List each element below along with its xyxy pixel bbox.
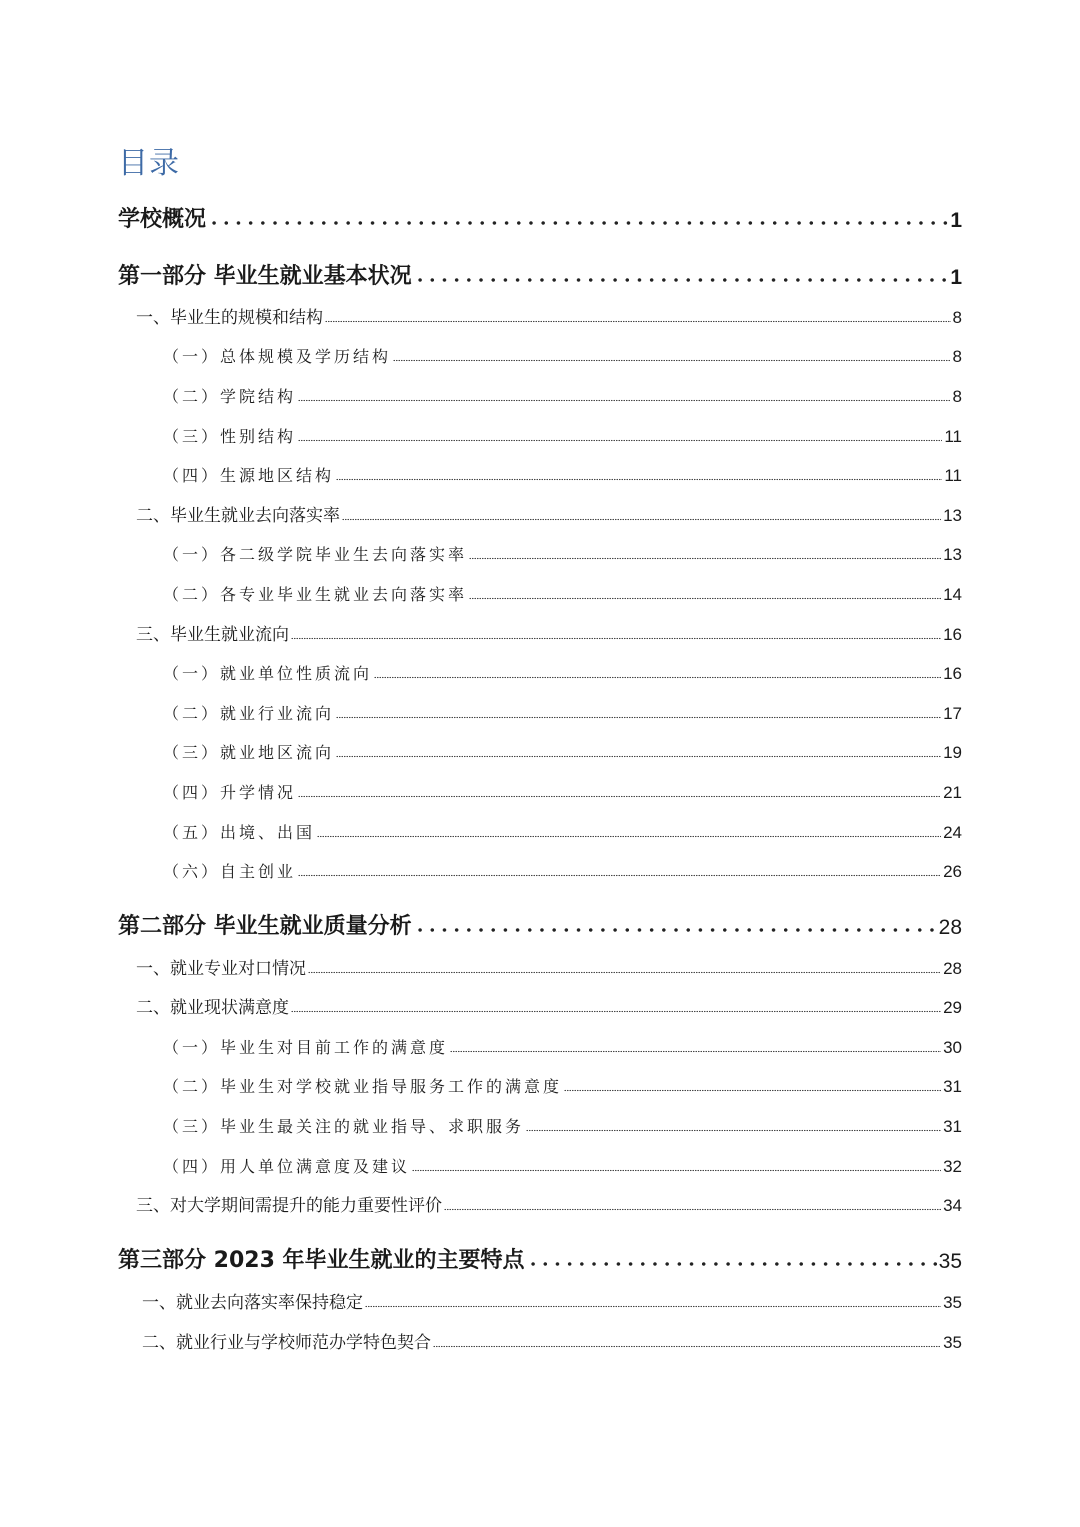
toc-entry-page-number: 13 [943, 506, 962, 525]
dot-leader [298, 399, 951, 402]
toc-entry-label: 一、就业去向落实率保持稳定 [142, 1293, 363, 1313]
toc-entry-label: （五）出境、出国 [163, 823, 316, 842]
toc-entry[interactable] [118, 906, 962, 940]
toc-entry-label: （一）就业单位性质流向 [163, 664, 373, 683]
dot-leader [336, 716, 941, 719]
toc-entry-page-number: 26 [943, 862, 962, 881]
toc-entry[interactable] [163, 856, 962, 882]
toc-entry[interactable] [163, 777, 962, 803]
toc-entry[interactable] [163, 698, 962, 724]
toc-entry-label: 三、对大学期间需提升的能力重要性评价 [136, 1196, 442, 1216]
dot-leader [374, 676, 941, 679]
dot-leader [298, 439, 942, 442]
dot-leader [298, 874, 941, 877]
toc-entry[interactable] [163, 539, 962, 565]
toc-entry-page-number: 11 [944, 427, 962, 446]
dot-leader [365, 1305, 941, 1308]
toc-entry-label: 二、就业行业与学校师范办学特色契合 [142, 1333, 431, 1353]
toc-entry-label: （四）用人单位满意度及建议 [163, 1157, 411, 1176]
toc-entry-label: 学校概况 [118, 207, 207, 232]
toc-entry-page-number: 8 [952, 347, 962, 366]
toc-entry-label: （一）各二级学院毕业生去向落实率 [163, 545, 468, 564]
toc-entry-page-number: 1 [950, 209, 962, 232]
toc-entry[interactable] [163, 341, 962, 367]
toc-entry-page-number: 32 [943, 1157, 962, 1176]
toc-entry-page-number: 31 [943, 1077, 962, 1096]
toc-entry-page-number: 11 [944, 466, 962, 485]
toc-entry[interactable] [136, 619, 962, 645]
toc-entry-label: 二、毕业生就业去向落实率 [136, 506, 340, 526]
dot-leader [450, 1050, 941, 1053]
dot-leader [336, 755, 941, 758]
toc-entry[interactable] [136, 953, 962, 979]
toc-entry-label: 三、毕业生就业流向 [136, 625, 289, 645]
dot-leader [298, 795, 941, 798]
toc-entry-label: （一）毕业生对目前工作的满意度 [163, 1038, 449, 1057]
toc-entry-page-number: 28 [938, 916, 962, 939]
toc-entry-page-number: 30 [943, 1038, 962, 1057]
toc-entry[interactable] [136, 992, 962, 1018]
dot-leader [433, 1345, 941, 1348]
toc-entry-page-number: 21 [943, 783, 962, 802]
toc-entry-label: （三）就业地区流向 [163, 743, 335, 762]
toc-entry-page-number: 28 [943, 959, 962, 978]
toc-entry[interactable] [163, 381, 962, 407]
toc-entry-label: （二）各专业毕业生就业去向落实率 [163, 585, 468, 604]
toc-entry-page-number: 31 [943, 1117, 962, 1136]
toc-entry-page-number: 13 [943, 545, 962, 564]
toc-entry-page-number: 16 [943, 625, 962, 644]
dot-leader [291, 1010, 941, 1013]
toc-entry[interactable] [136, 1190, 962, 1216]
toc-entry-label: 第一部分 毕业生就业基本状况 [118, 264, 412, 289]
toc-entry-label: （三）毕业生最关注的就业指导、求职服务 [163, 1117, 525, 1136]
toc-entry-page-number: 35 [943, 1293, 962, 1312]
toc-entry-label: 第三部分 2023 年毕业生就业的主要特点 [118, 1248, 525, 1273]
toc-entry-label: （四）升学情况 [163, 783, 297, 802]
toc-entry[interactable] [118, 256, 962, 290]
toc-entry[interactable] [163, 1151, 962, 1177]
toc-entry[interactable] [163, 421, 962, 447]
toc-entry-page-number: 35 [938, 1250, 962, 1273]
toc-entry-label: 一、毕业生的规模和结构 [136, 308, 323, 328]
toc-entry-label: （一）总体规模及学历结构 [163, 347, 392, 366]
toc-entry-page-number: 29 [943, 998, 962, 1017]
toc-entry[interactable] [118, 1240, 962, 1274]
toc-entry[interactable] [163, 1111, 962, 1137]
toc-entry-label: （六）自主创业 [163, 862, 297, 881]
toc-entry[interactable] [118, 199, 962, 233]
toc-entry-label: 二、就业现状满意度 [136, 998, 289, 1018]
toc-entry-page-number: 35 [943, 1333, 962, 1352]
dot-leader [393, 359, 951, 362]
toc-entry-label: 第二部分 毕业生就业质量分析 [118, 914, 412, 939]
toc-entry-label: 一、就业专业对口情况 [136, 959, 306, 979]
dot-leader [308, 971, 941, 974]
toc-entry-page-number: 8 [952, 387, 962, 406]
dot-leader [469, 597, 941, 600]
dot-leader [414, 277, 949, 283]
dot-leader [325, 320, 951, 323]
toc-entry[interactable] [163, 1071, 962, 1097]
toc-entry-label: （二）就业行业流向 [163, 704, 335, 723]
dot-leader [208, 220, 948, 226]
dot-leader [526, 1129, 941, 1132]
toc-entry-page-number: 17 [943, 704, 962, 723]
dot-leader [342, 518, 941, 521]
toc-entry-page-number: 24 [943, 823, 962, 842]
dot-leader [291, 637, 941, 640]
toc-entry-label: （二）学院结构 [163, 387, 297, 406]
toc-entry[interactable] [136, 302, 962, 328]
toc-entry[interactable] [142, 1327, 962, 1353]
toc-entry-page-number: 14 [943, 585, 962, 604]
toc-entry[interactable] [142, 1287, 962, 1313]
toc-entry-page-number: 34 [943, 1196, 962, 1215]
toc-entry-label: （三）性别结构 [163, 427, 297, 446]
toc-title: 目录 [118, 146, 180, 181]
dot-leader [527, 1261, 937, 1267]
dot-leader [317, 835, 941, 838]
toc-entry[interactable] [163, 658, 962, 684]
toc-entry-label: （四）生源地区结构 [163, 466, 335, 485]
toc-entry-page-number: 1 [950, 266, 962, 289]
toc-entry-page-number: 8 [952, 308, 962, 327]
dot-leader [336, 478, 942, 481]
dot-leader [564, 1089, 941, 1092]
dot-leader [412, 1169, 941, 1172]
toc-entry-page-number: 19 [943, 743, 962, 762]
toc-entry[interactable] [163, 817, 962, 843]
dot-leader [444, 1208, 941, 1211]
toc-entry-label: （二）毕业生对学校就业指导服务工作的满意度 [163, 1077, 563, 1096]
toc-entry[interactable] [163, 1032, 962, 1058]
toc-entry-page-number: 16 [943, 664, 962, 683]
dot-leader [414, 927, 937, 933]
dot-leader [469, 557, 941, 560]
toc-entry[interactable] [163, 579, 962, 605]
toc-entry[interactable] [136, 500, 962, 526]
toc-entry[interactable] [163, 460, 962, 486]
toc-entry[interactable] [163, 737, 962, 763]
